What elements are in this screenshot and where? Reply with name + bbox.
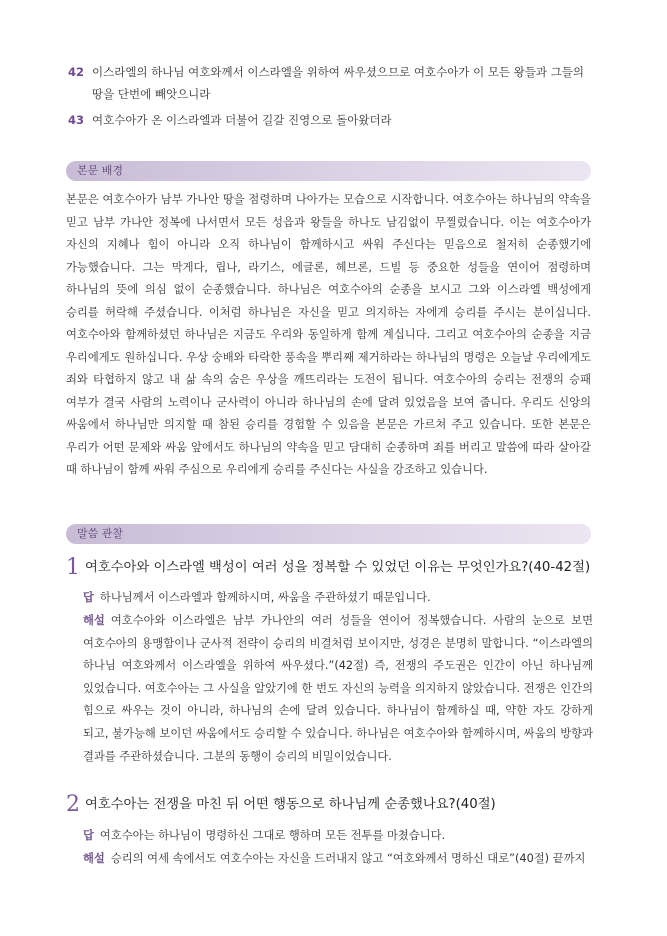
explanation-label: 해설 xyxy=(83,852,105,865)
section-bar-background xyxy=(66,161,591,181)
background-paragraph: 본문은 여호수아가 남부 가나안 땅을 점령하며 나아가는 모습으로 시작합니다. 여호수아는 하나님의 약속을 믿고 남부 가나안 정복에 나서면서 모든 성읍과 왕들을 하나도 남김없이 무찔렀습니다. 이는 여호수아가 자신의 지혜나 힘이 아니라 오직 하나님이 함께하시고 싸워 주신다는 믿음으로 철저히 순종했기에 가능했습니다. 그는 막게다, 립나, 라기스, 에글론, 헤브론, 드빌 등 중요한 성들을 연이어 점령하며 하나님의 뜻에 의심 없이 순종했습니다. 하나님은 여호수아의 순종을 보시고 그와 이스라엘 백성에게 승리를 허락해 주셨습니다. 이처럼 하나님은 자신을 믿고 의지하는 자에게 승리를 주시는 분이십니다. 여호수아와 함께하셨던 하나님은 지금도 우리와 동일하게 함께 계십니다. 그리고 여호수아의 순종을 지금 우리에게도 원하십니다. 우상 숭배와 타락한 풍속을 뿌리째 제거하라는 하나님의 명령은 오늘날 우리에게도 죄와 타협하지 않고 내 삶 속의 숨은 우상을 깨뜨리라는 도전이 됩니다. 여호수아의 승리는 전쟁의 승패 여부가 결국 사람의 노력이나 군사력이 아니라 하나님의 손에 달려 있었음을 보여 줍니다. 우리도 신앙의 싸움에서 하나님만 의지할 때 참된 승리를 경험할 수 있음을 본문은 가르쳐 주고 있습니다. 또한 본문은 우리가 어떤 문제와 싸움 앞에서도 하나님의 약속을 믿고 담대히 순종하며 죄를 버리고 말씀에 따라 살아갈 때 하나님이 함께 싸워 주심으로 우리에게 승리를 주신다는 사실을 강조하고 있습니다. xyxy=(66,193,591,476)
verse-number: 43 xyxy=(68,113,85,127)
verse-text: 이스라엘의 하나님 여호와께서 이스라엘을 위하여 싸우셨으므로 여호수아가 이 모든 왕들과 그들의 땅을 단번에 빼앗으니라 xyxy=(92,65,585,101)
verse-number: 42 xyxy=(68,65,85,79)
section-heading: 본문 배경 xyxy=(77,164,124,177)
section-heading: 말씀 관찰 xyxy=(77,527,124,540)
answer-text: 여호수아는 하나님이 명령하신 그대로 행하며 모든 전투를 마쳤습니다. xyxy=(99,829,446,842)
explanation-text: 여호수아와 이스라엘은 남부 가나안의 여러 성들을 연이어 정복했습니다. 사람의 눈으로 보면 여호수아의 용맹함이나 군사적 전략이 승리의 비결처럼 보이지만, 성경은 분명히 말합니다. “이스라엘의 하나님 여호와께서 이스라엘을 위하여 싸우셨다.”(42절) 즉, 전쟁의 주도권은 인간이 아닌 하나님께 있었습니다. 여호수아는 그 사실을 알았기에 한 번도 자신의 능력을 의지하지 않았습니다. 전쟁은 인간의 힘으로 싸우는 것이 아니라, 하나님의 손에 달려 있습니다. 하나님이 함께하실 때, 약한 자도 강하게 되고, 불가능해 보이던 싸움에서도 승리할 수 있습니다. 하나님은 여호수아와 함께하시며, 싸움의 방향과 결과를 주관하셨습니다. 그분의 동행이 승리의 비밀이었습니다. xyxy=(83,614,593,763)
verse-42 xyxy=(68,61,598,105)
verse-43 xyxy=(68,109,598,131)
explanation-label: 해설 xyxy=(83,614,105,627)
question-number: 1 xyxy=(66,555,80,580)
answer-label: 답 xyxy=(83,829,94,842)
answer-1 xyxy=(83,587,593,610)
question-text: 여호수아와 이스라엘 백성이 여러 성을 정복할 수 있었던 이유는 무엇인가요?(40-42절) xyxy=(85,560,591,575)
explanation-text: 승리의 여세 속에서도 여호수아는 자신을 드러내지 않고 “여호와께서 명하신 대로”(40절) 끝까지 xyxy=(110,852,586,865)
verse-text: 여호수아가 온 이스라엘과 더불어 길갈 진영으로 돌아왔더라 xyxy=(92,113,392,127)
answer-label: 답 xyxy=(83,591,94,604)
question-text: 여호수아는 전쟁을 마친 뒤 어떤 행동으로 하나님께 순종했나요?(40절) xyxy=(85,797,496,812)
explanation-1 xyxy=(83,610,593,768)
explanation-2 xyxy=(83,848,593,871)
question-number: 2 xyxy=(66,792,80,817)
section-bar-observation xyxy=(66,524,591,544)
answer-text: 하나님께서 이스라엘과 함께하시며, 싸움을 주관하셨기 때문입니다. xyxy=(99,591,431,604)
answer-2 xyxy=(83,825,593,848)
